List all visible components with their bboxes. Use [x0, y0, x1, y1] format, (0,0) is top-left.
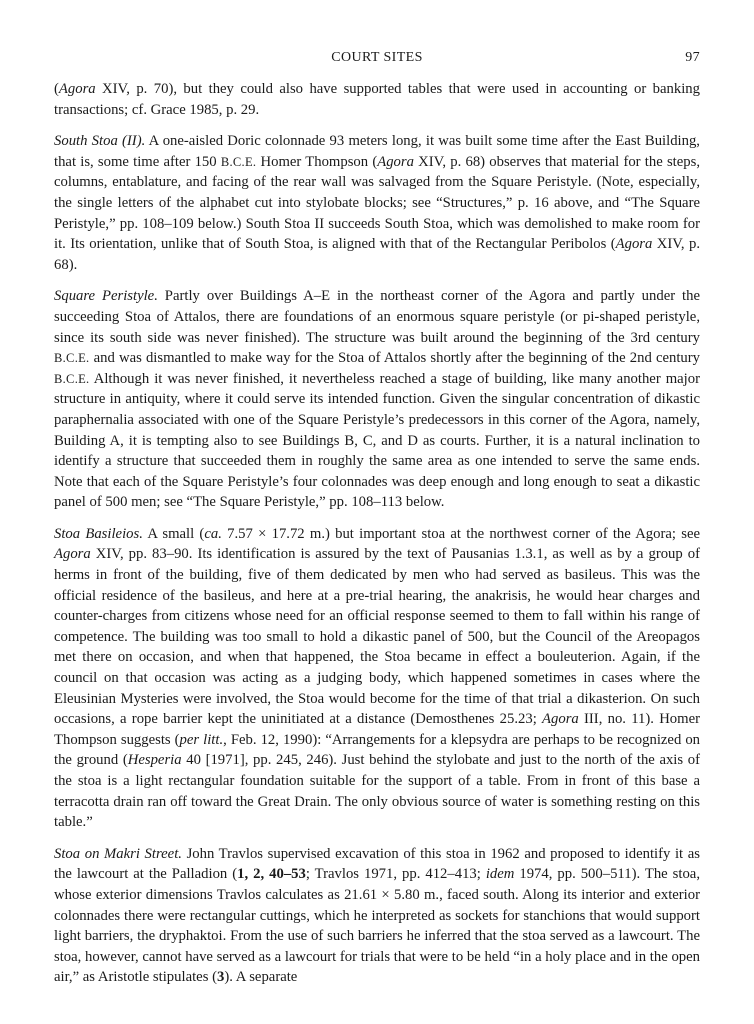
paragraph-square-peristyle: Square Peristyle. Partly over Buildings A–E in the northeast corner of the Agora and partly under the succeeding Stoa of Attalos, there are foundations of an enormous square peristyle (or pi-shaped peristyle, since its south side was never finished). The structure was built around the beginning of the 3rd century B.C.E. and was dismantled to make way for the Stoa of Attalos shortly after the beginning of the 2nd century B.C.E. Although it was never finished, it nevertheless reached a stage of building, like many another major structure in antiquity, where it could serve its intended function. Given the singular concentration of dikastic paraphernalia associated with one of the Square Peristyle’s predecessors in this corner of the Agora, namely, Building A, it is tempting also to see Buildings B, C, and D as courts. Further, it is a natural inclination to identify a structure that succeeded them in roughly the same area as one intended to serve the same ends. Note that each of the Square Peristyle’s four colonnades was deep enough and long enough to seat a dikastic panel of 500 men; see “The Square Peristyle,” pp. 108–113 below.: [54, 288, 700, 511]
entry-heading: Square Peristyle.: [54, 288, 158, 305]
entry-heading: Stoa Basileios.: [54, 525, 143, 542]
running-title: COURT SITES: [331, 50, 423, 65]
paragraph-south-stoa-ii: South Stoa (II). A one-aisled Doric colonnade 93 meters long, it was built some time after the East Building, that is, some time after 150 B.C.E. Homer Thompson (Agora XIV, p. 68) observes that material for the steps, columns, entablature, and facing of the rear wall was salvaged from the Square Peristyle. (Note, especially, the single letters of the alphabet cut into stylobate blocks; see “Structures,” p. 16 above, and “The Square Peristyle,” pp. 108–109 below.) South Stoa II succeeds South Stoa, which was demolished to make room for it. Its orientation, unlike that of South Stoa, is aligned with that of the Rectangular Peribolos (Agora XIV, p. 68).: [54, 133, 701, 273]
paragraph-stoa-basileios: Stoa Basileios. A small (ca. 7.57 × 17.72 m.) but important stoa at the northwest corner of the Agora; see Agora XIV, pp. 83–90. Its identification is assured by the text of Pausanias 1.3.1, as well as by a group of herms in front of the building, five of them dedicated by men who had served as basileus. This was the official residence of the basileus, and here at a pre-trial hearing, the anakrisis, he would hear charges and counter-charges from citizens whose need for an official response seemed to them to fall within his range of competence. The building was too small to hold a dikastic panel of 500, but the Council of the Areopagos met there on occasion, and when that happened, the Stoa became in effect a bouleuterion. Again, if the council on that occasion was acting as a judging body, which happened sometimes in cases where the Eleusinian Mysteries were involved, the Stoa would become for the time of that trial a dikasterion. On such occasions, a rope barrier kept the uninitiated at a distance (Demosthenes 25.23; Agora III, no. 11). Homer Thompson suggests (per litt., Feb. 12, 1990): “Arrangements for a klepsydra are perhaps to be recognized on the ground (Hesperia 40 [1971], pp. 245, 246). Just behind the stylobate and just to the north of the axis of the stoa is a light rectangular foundation suitable for the support of a table. From in front of this base a terracotta drain ran off toward the Great Drain. The only obvious source of water is something resting on this table.”: [54, 525, 701, 831]
reference-number: 3: [216, 969, 225, 986]
page-number: 97: [685, 50, 700, 65]
entry-heading: Stoa on Makri Street.: [54, 845, 182, 862]
reference-numbers: 1, 2, 40–53: [237, 866, 306, 883]
continued-paragraph: (Agora XIV, p. 70), but they could also have supported tables that were used in accounting or banking transactions; cf. Grace 1985, p. 29.: [54, 81, 700, 118]
running-head: [54, 50, 700, 70]
entry-heading: South Stoa (II).: [54, 133, 146, 150]
paragraph-stoa-on-makri-street: Stoa on Makri Street. John Travlos supervised excavation of this stoa in 1962 and proposed to identify it as the lawcourt at the Palladion (1, 2, 40–53; Travlos 1971, pp. 412–413; idem 1974, pp. 500–511). The stoa, whose exterior dimensions Travlos calculates as 21.61 × 5.80 m., faced south. Along its interior and exterior colonnades there were rectangular cuttings, which he interpreted as sockets for stanchions that would support light barriers, the dryphaktoi. From the use of such barriers he inferred that the stoa served as a lawcourt. The stoa, however, cannot have served as a lawcourt for trials that were to be held “in a holy place and in the open air,” as Aristotle stipulates (3). A separate: [54, 845, 700, 986]
page: [54, 50, 700, 988]
italic-agora: Agora: [58, 81, 96, 97]
